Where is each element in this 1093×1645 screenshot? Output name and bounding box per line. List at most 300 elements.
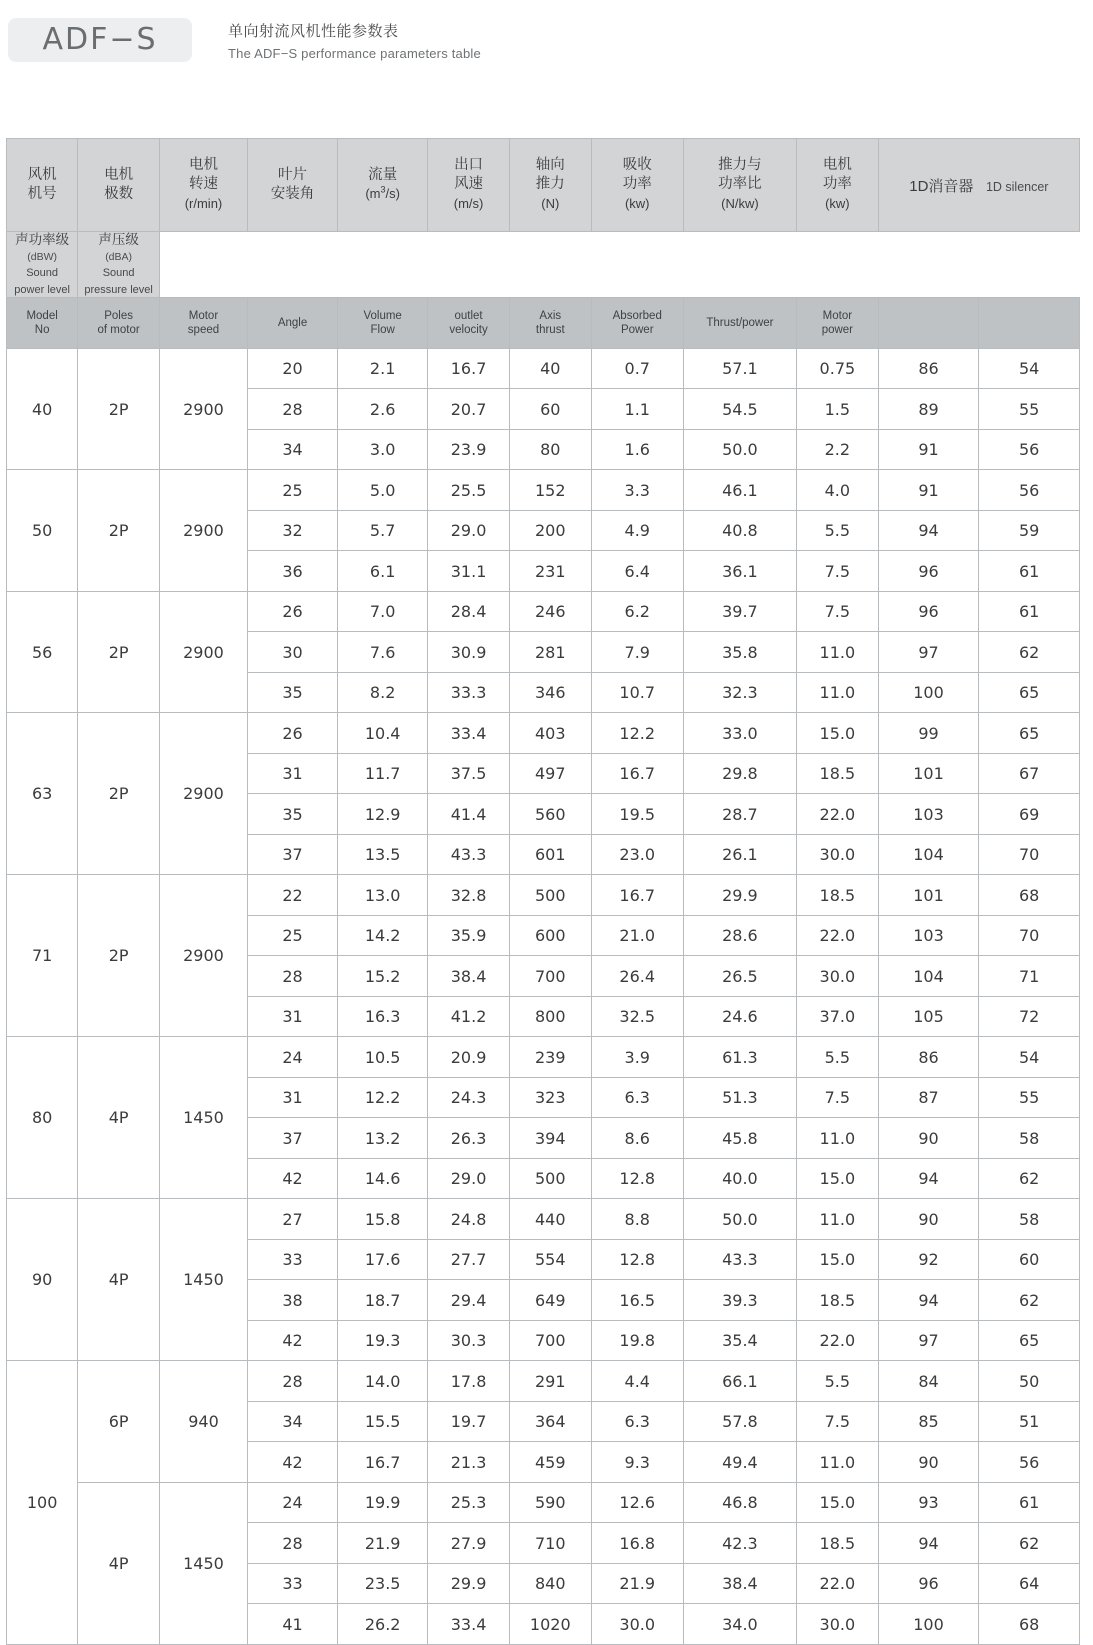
- sound-power-level-unit: (dBW): [27, 251, 57, 264]
- cell-sound-power-level: 105: [878, 996, 979, 1037]
- cell-thrust-power: 28.6: [683, 915, 796, 956]
- cell-motor-power: 18.5: [797, 753, 879, 794]
- th-thrust-power-en: Thrust/power: [683, 297, 796, 348]
- cell-thrust-power: 57.1: [683, 348, 796, 389]
- table-row: [7, 1361, 1080, 1402]
- cell-thrust-power: 46.1: [683, 470, 796, 511]
- cell-axis-thrust: 600: [509, 915, 591, 956]
- th-poles-cn: 电机 极数: [78, 139, 160, 232]
- cell-sound-power-level: 94: [878, 510, 979, 551]
- cell-motor-power: 15.0: [797, 713, 879, 754]
- cell-outlet-velocity: 33.4: [428, 1604, 510, 1645]
- cell-sound-pressure-level: 56: [979, 470, 1080, 511]
- cell-volume-flow: 23.5: [338, 1563, 428, 1604]
- cell-axis-thrust: 152: [509, 470, 591, 511]
- cell-volume-flow: 21.9: [338, 1523, 428, 1564]
- cell-axis-thrust: 246: [509, 591, 591, 632]
- cell-volume-flow: 10.5: [338, 1037, 428, 1078]
- cell-volume-flow: 7.6: [338, 632, 428, 673]
- cell-outlet-velocity: 21.3: [428, 1442, 510, 1483]
- cell-angle: 32: [247, 510, 337, 551]
- cell-absorbed-power: 1.1: [591, 389, 683, 430]
- cell-thrust-power: 46.8: [683, 1482, 796, 1523]
- cell-axis-thrust: 440: [509, 1199, 591, 1240]
- cell-motor-power: 1.5: [797, 389, 879, 430]
- cell-sound-power-level: 89: [878, 389, 979, 430]
- cell-axis-thrust: 700: [509, 956, 591, 997]
- cell-sound-pressure-level: 54: [979, 348, 1080, 389]
- cell-model-no: 40: [7, 348, 78, 470]
- cell-angle: 20: [247, 348, 337, 389]
- cell-model-no: 56: [7, 591, 78, 713]
- cell-poles: 2P: [78, 591, 160, 713]
- cell-thrust-power: 33.0: [683, 713, 796, 754]
- table-row: [7, 591, 1080, 632]
- cell-absorbed-power: 9.3: [591, 1442, 683, 1483]
- cell-absorbed-power: 21.0: [591, 915, 683, 956]
- cell-motor-speed: 2900: [159, 348, 247, 470]
- th-sound-power-level: [7, 232, 78, 298]
- cell-outlet-velocity: 33.3: [428, 672, 510, 713]
- cell-motor-speed: 2900: [159, 470, 247, 592]
- cell-volume-flow: 19.9: [338, 1482, 428, 1523]
- cell-volume-flow: 11.7: [338, 753, 428, 794]
- cell-absorbed-power: 30.0: [591, 1604, 683, 1645]
- cell-sound-pressure-level: 61: [979, 1482, 1080, 1523]
- cell-sound-pressure-level: 72: [979, 996, 1080, 1037]
- cell-model-no: 50: [7, 470, 78, 592]
- cell-axis-thrust: 291: [509, 1361, 591, 1402]
- table-body: [7, 348, 1080, 1644]
- cell-angle: 38: [247, 1280, 337, 1321]
- cell-absorbed-power: 16.8: [591, 1523, 683, 1564]
- cell-outlet-velocity: 25.3: [428, 1482, 510, 1523]
- cell-absorbed-power: 19.8: [591, 1320, 683, 1361]
- performance-table: [6, 138, 1080, 1645]
- cell-thrust-power: 40.8: [683, 510, 796, 551]
- cell-axis-thrust: 560: [509, 794, 591, 835]
- th-volume-flow-en: Volume Flow: [338, 297, 428, 348]
- cell-motor-speed: 1450: [159, 1482, 247, 1644]
- page-title-en: The ADF−S performance parameters table: [228, 46, 481, 61]
- cell-thrust-power: 38.4: [683, 1563, 796, 1604]
- table-row: [7, 1482, 1080, 1523]
- cell-axis-thrust: 394: [509, 1118, 591, 1159]
- cell-sound-power-level: 90: [878, 1118, 979, 1159]
- cell-outlet-velocity: 23.9: [428, 429, 510, 470]
- cell-outlet-velocity: 29.9: [428, 1563, 510, 1604]
- cell-angle: 33: [247, 1239, 337, 1280]
- cell-thrust-power: 50.0: [683, 429, 796, 470]
- cell-volume-flow: 3.0: [338, 429, 428, 470]
- th-absorbed-power-cn: 吸收 功率 (kw): [591, 139, 683, 232]
- cell-volume-flow: 16.3: [338, 996, 428, 1037]
- th-silencer-spw-en: [878, 297, 979, 348]
- cell-thrust-power: 61.3: [683, 1037, 796, 1078]
- cell-outlet-velocity: 17.8: [428, 1361, 510, 1402]
- cell-absorbed-power: 12.6: [591, 1482, 683, 1523]
- cell-model-no: 80: [7, 1037, 78, 1199]
- cell-outlet-velocity: 41.2: [428, 996, 510, 1037]
- performance-table-wrap: [6, 138, 1080, 1645]
- cell-angle: 22: [247, 875, 337, 916]
- cell-sound-power-level: 85: [878, 1401, 979, 1442]
- th-outlet-velocity-en: outlet velocity: [428, 297, 510, 348]
- cell-absorbed-power: 12.8: [591, 1158, 683, 1199]
- cell-sound-power-level: 97: [878, 1320, 979, 1361]
- cell-motor-power: 11.0: [797, 1442, 879, 1483]
- cell-motor-power: 30.0: [797, 1604, 879, 1645]
- cell-volume-flow: 13.2: [338, 1118, 428, 1159]
- cell-sound-power-level: 96: [878, 1563, 979, 1604]
- cell-volume-flow: 8.2: [338, 672, 428, 713]
- cell-sound-pressure-level: 61: [979, 551, 1080, 592]
- cell-outlet-velocity: 29.0: [428, 510, 510, 551]
- cell-axis-thrust: 239: [509, 1037, 591, 1078]
- header-row-en: [7, 297, 1080, 348]
- sound-pressure-level-cn: 声压级: [98, 232, 139, 247]
- sound-pressure-level-unit: (dBA): [105, 251, 133, 264]
- cell-thrust-power: 32.3: [683, 672, 796, 713]
- cell-sound-pressure-level: 56: [979, 429, 1080, 470]
- cell-volume-flow: 10.4: [338, 713, 428, 754]
- cell-outlet-velocity: 27.7: [428, 1239, 510, 1280]
- cell-angle: 31: [247, 1077, 337, 1118]
- cell-absorbed-power: 6.3: [591, 1401, 683, 1442]
- th-volume-flow-cn: 流量 $(m^3/s)$: [338, 139, 428, 232]
- cell-motor-power: 22.0: [797, 1320, 879, 1361]
- cell-axis-thrust: 700: [509, 1320, 591, 1361]
- cell-thrust-power: 36.1: [683, 551, 796, 592]
- cell-motor-speed: 940: [159, 1361, 247, 1483]
- cell-poles: 6P: [78, 1361, 160, 1483]
- cell-angle: 27: [247, 1199, 337, 1240]
- cell-sound-power-level: 104: [878, 834, 979, 875]
- cell-outlet-velocity: 32.8: [428, 875, 510, 916]
- th-motor-speed-en: Motor speed: [159, 297, 247, 348]
- cell-sound-power-level: 99: [878, 713, 979, 754]
- cell-motor-power: 15.0: [797, 1158, 879, 1199]
- cell-sound-pressure-level: 51: [979, 1401, 1080, 1442]
- page-header: [0, 8, 1093, 72]
- cell-motor-power: 11.0: [797, 1118, 879, 1159]
- cell-volume-flow: 15.2: [338, 956, 428, 997]
- cell-angle: 25: [247, 470, 337, 511]
- cell-sound-power-level: 86: [878, 1037, 979, 1078]
- cell-volume-flow: 14.2: [338, 915, 428, 956]
- cell-motor-power: 11.0: [797, 1199, 879, 1240]
- cell-axis-thrust: 1020: [509, 1604, 591, 1645]
- cell-motor-power: 4.0: [797, 470, 879, 511]
- cell-motor-power: 30.0: [797, 834, 879, 875]
- cell-thrust-power: 39.3: [683, 1280, 796, 1321]
- cell-poles: 2P: [78, 875, 160, 1037]
- table-row: [7, 1199, 1080, 1240]
- cell-absorbed-power: 10.7: [591, 672, 683, 713]
- cell-thrust-power: 28.7: [683, 794, 796, 835]
- cell-volume-flow: 12.2: [338, 1077, 428, 1118]
- cell-outlet-velocity: 24.3: [428, 1077, 510, 1118]
- cell-sound-power-level: 97: [878, 632, 979, 673]
- cell-volume-flow: 19.3: [338, 1320, 428, 1361]
- cell-axis-thrust: 497: [509, 753, 591, 794]
- cell-motor-power: 22.0: [797, 794, 879, 835]
- cell-sound-power-level: 96: [878, 551, 979, 592]
- cell-sound-power-level: 92: [878, 1239, 979, 1280]
- cell-sound-pressure-level: 65: [979, 1320, 1080, 1361]
- cell-volume-flow: 14.6: [338, 1158, 428, 1199]
- cell-outlet-velocity: 24.8: [428, 1199, 510, 1240]
- cell-poles: 4P: [78, 1482, 160, 1644]
- cell-absorbed-power: 8.8: [591, 1199, 683, 1240]
- cell-sound-power-level: 90: [878, 1199, 979, 1240]
- cell-angle: 24: [247, 1037, 337, 1078]
- cell-motor-power: 18.5: [797, 1280, 879, 1321]
- cell-motor-power: 0.75: [797, 348, 879, 389]
- cell-angle: 28: [247, 389, 337, 430]
- th-silencer-spl-en: [979, 297, 1080, 348]
- cell-motor-power: 11.0: [797, 632, 879, 673]
- cell-sound-pressure-level: 68: [979, 875, 1080, 916]
- cell-sound-pressure-level: 70: [979, 834, 1080, 875]
- cell-axis-thrust: 601: [509, 834, 591, 875]
- cell-angle: 34: [247, 429, 337, 470]
- cell-sound-power-level: 94: [878, 1280, 979, 1321]
- cell-angle: 41: [247, 1604, 337, 1645]
- cell-volume-flow: 6.1: [338, 551, 428, 592]
- cell-absorbed-power: 23.0: [591, 834, 683, 875]
- sound-power-level-cn: 声功率级: [15, 232, 70, 247]
- cell-sound-pressure-level: 62: [979, 1158, 1080, 1199]
- th-angle-en: Angle: [247, 297, 337, 348]
- table-row: [7, 713, 1080, 754]
- sound-power-level-en: Sound power level: [14, 267, 70, 296]
- cell-volume-flow: 5.0: [338, 470, 428, 511]
- th-model-no-cn: 风机 机号: [7, 139, 78, 232]
- cell-sound-pressure-level: 64: [979, 1563, 1080, 1604]
- cell-motor-power: 7.5: [797, 591, 879, 632]
- cell-axis-thrust: 710: [509, 1523, 591, 1564]
- cell-axis-thrust: 403: [509, 713, 591, 754]
- cell-outlet-velocity: 37.5: [428, 753, 510, 794]
- cell-outlet-velocity: 30.9: [428, 632, 510, 673]
- cell-model-no: 90: [7, 1199, 78, 1361]
- cell-angle: 42: [247, 1320, 337, 1361]
- table-row: [7, 1037, 1080, 1078]
- cell-outlet-velocity: 20.9: [428, 1037, 510, 1078]
- cell-axis-thrust: 200: [509, 510, 591, 551]
- cell-angle: 26: [247, 713, 337, 754]
- cell-motor-power: 18.5: [797, 875, 879, 916]
- cell-angle: 37: [247, 1118, 337, 1159]
- cell-angle: 28: [247, 1361, 337, 1402]
- cell-thrust-power: 66.1: [683, 1361, 796, 1402]
- cell-outlet-velocity: 25.5: [428, 470, 510, 511]
- cell-motor-power: 18.5: [797, 1523, 879, 1564]
- cell-angle: 42: [247, 1158, 337, 1199]
- cell-sound-power-level: 91: [878, 470, 979, 511]
- cell-absorbed-power: 4.9: [591, 510, 683, 551]
- cell-axis-thrust: 323: [509, 1077, 591, 1118]
- table-row: [7, 875, 1080, 916]
- cell-thrust-power: 49.4: [683, 1442, 796, 1483]
- cell-motor-power: 5.5: [797, 510, 879, 551]
- th-silencer-title: [878, 139, 1079, 232]
- cell-sound-power-level: 100: [878, 1604, 979, 1645]
- cell-motor-power: 7.5: [797, 551, 879, 592]
- cell-angle: 31: [247, 996, 337, 1037]
- cell-outlet-velocity: 28.4: [428, 591, 510, 632]
- cell-outlet-velocity: 26.3: [428, 1118, 510, 1159]
- cell-sound-power-level: 94: [878, 1158, 979, 1199]
- cell-sound-power-level: 100: [878, 672, 979, 713]
- cell-sound-power-level: 91: [878, 429, 979, 470]
- cell-outlet-velocity: 20.7: [428, 389, 510, 430]
- cell-outlet-velocity: 19.7: [428, 1401, 510, 1442]
- cell-sound-pressure-level: 70: [979, 915, 1080, 956]
- cell-absorbed-power: 6.4: [591, 551, 683, 592]
- cell-motor-speed: 2900: [159, 875, 247, 1037]
- cell-axis-thrust: 281: [509, 632, 591, 673]
- cell-absorbed-power: 12.8: [591, 1239, 683, 1280]
- cell-sound-pressure-level: 62: [979, 632, 1080, 673]
- cell-axis-thrust: 500: [509, 875, 591, 916]
- cell-sound-pressure-level: 54: [979, 1037, 1080, 1078]
- cell-sound-pressure-level: 69: [979, 794, 1080, 835]
- cell-absorbed-power: 1.6: [591, 429, 683, 470]
- logo-text: ADF−S: [42, 22, 158, 57]
- cell-sound-power-level: 104: [878, 956, 979, 997]
- table-row: [7, 348, 1080, 389]
- cell-motor-power: 22.0: [797, 1563, 879, 1604]
- cell-sound-pressure-level: 61: [979, 591, 1080, 632]
- cell-thrust-power: 39.7: [683, 591, 796, 632]
- cell-outlet-velocity: 16.7: [428, 348, 510, 389]
- cell-absorbed-power: 0.7: [591, 348, 683, 389]
- cell-absorbed-power: 26.4: [591, 956, 683, 997]
- cell-axis-thrust: 500: [509, 1158, 591, 1199]
- cell-outlet-velocity: 29.0: [428, 1158, 510, 1199]
- cell-axis-thrust: 231: [509, 551, 591, 592]
- cell-poles: 2P: [78, 470, 160, 592]
- cell-motor-speed: 2900: [159, 591, 247, 713]
- th-motor-speed-cn: 电机 转速 (r/min): [159, 139, 247, 232]
- cell-axis-thrust: 649: [509, 1280, 591, 1321]
- cell-angle: 42: [247, 1442, 337, 1483]
- cell-motor-power: 22.0: [797, 915, 879, 956]
- cell-angle: 37: [247, 834, 337, 875]
- cell-thrust-power: 35.4: [683, 1320, 796, 1361]
- cell-sound-pressure-level: 71: [979, 956, 1080, 997]
- cell-motor-power: 37.0: [797, 996, 879, 1037]
- cell-angle: 31: [247, 753, 337, 794]
- cell-axis-thrust: 840: [509, 1563, 591, 1604]
- cell-motor-power: 5.5: [797, 1361, 879, 1402]
- cell-thrust-power: 40.0: [683, 1158, 796, 1199]
- cell-outlet-velocity: 27.9: [428, 1523, 510, 1564]
- silencer-title-en: 1D silencer: [985, 179, 1049, 194]
- th-axis-thrust-cn: 轴向 推力 (N): [509, 139, 591, 232]
- cell-absorbed-power: 16.7: [591, 875, 683, 916]
- cell-sound-pressure-level: 62: [979, 1280, 1080, 1321]
- cell-axis-thrust: 40: [509, 348, 591, 389]
- cell-angle: 34: [247, 1401, 337, 1442]
- cell-sound-power-level: 103: [878, 794, 979, 835]
- cell-volume-flow: 18.7: [338, 1280, 428, 1321]
- table-row: [7, 470, 1080, 511]
- cell-volume-flow: 15.5: [338, 1401, 428, 1442]
- cell-sound-pressure-level: 58: [979, 1118, 1080, 1159]
- cell-motor-power: 7.5: [797, 1077, 879, 1118]
- cell-sound-pressure-level: 65: [979, 672, 1080, 713]
- cell-model-no: 71: [7, 875, 78, 1037]
- cell-axis-thrust: 590: [509, 1482, 591, 1523]
- th-model-no-en: Model No: [7, 297, 78, 348]
- cell-absorbed-power: 19.5: [591, 794, 683, 835]
- silencer-title-cn: 1D消音器: [909, 177, 974, 195]
- cell-volume-flow: 13.0: [338, 875, 428, 916]
- cell-volume-flow: 2.6: [338, 389, 428, 430]
- cell-axis-thrust: 554: [509, 1239, 591, 1280]
- cell-sound-power-level: 93: [878, 1482, 979, 1523]
- cell-thrust-power: 42.3: [683, 1523, 796, 1564]
- cell-sound-power-level: 87: [878, 1077, 979, 1118]
- cell-thrust-power: 24.6: [683, 996, 796, 1037]
- cell-volume-flow: 2.1: [338, 348, 428, 389]
- cell-absorbed-power: 3.3: [591, 470, 683, 511]
- cell-outlet-velocity: 35.9: [428, 915, 510, 956]
- cell-sound-power-level: 103: [878, 915, 979, 956]
- cell-thrust-power: 50.0: [683, 1199, 796, 1240]
- header-row-cn: [7, 139, 1080, 232]
- cell-outlet-velocity: 33.4: [428, 713, 510, 754]
- cell-motor-speed: 1450: [159, 1037, 247, 1199]
- cell-volume-flow: 13.5: [338, 834, 428, 875]
- cell-absorbed-power: 7.9: [591, 632, 683, 673]
- cell-sound-power-level: 86: [878, 348, 979, 389]
- th-motor-power-cn: 电机 功率 (kw): [797, 139, 879, 232]
- cell-absorbed-power: 21.9: [591, 1563, 683, 1604]
- cell-sound-pressure-level: 55: [979, 389, 1080, 430]
- cell-absorbed-power: 16.5: [591, 1280, 683, 1321]
- cell-sound-power-level: 84: [878, 1361, 979, 1402]
- cell-angle: 25: [247, 915, 337, 956]
- cell-absorbed-power: 3.9: [591, 1037, 683, 1078]
- cell-axis-thrust: 80: [509, 429, 591, 470]
- cell-motor-power: 2.2: [797, 429, 879, 470]
- th-outlet-velocity-cn: 出口 风速 (m/s): [428, 139, 510, 232]
- cell-angle: 35: [247, 672, 337, 713]
- cell-outlet-velocity: 30.3: [428, 1320, 510, 1361]
- cell-outlet-velocity: 43.3: [428, 834, 510, 875]
- cell-volume-flow: 17.6: [338, 1239, 428, 1280]
- cell-sound-power-level: 90: [878, 1442, 979, 1483]
- cell-sound-pressure-level: 67: [979, 753, 1080, 794]
- cell-motor-speed: 2900: [159, 713, 247, 875]
- th-sound-pressure-level: [78, 232, 160, 298]
- cell-absorbed-power: 32.5: [591, 996, 683, 1037]
- cell-volume-flow: 15.8: [338, 1199, 428, 1240]
- cell-sound-power-level: 94: [878, 1523, 979, 1564]
- cell-motor-power: 5.5: [797, 1037, 879, 1078]
- cell-angle: 36: [247, 551, 337, 592]
- cell-absorbed-power: 8.6: [591, 1118, 683, 1159]
- cell-motor-power: 11.0: [797, 672, 879, 713]
- cell-poles: 2P: [78, 348, 160, 470]
- cell-sound-pressure-level: 55: [979, 1077, 1080, 1118]
- cell-absorbed-power: 12.2: [591, 713, 683, 754]
- cell-poles: 4P: [78, 1199, 160, 1361]
